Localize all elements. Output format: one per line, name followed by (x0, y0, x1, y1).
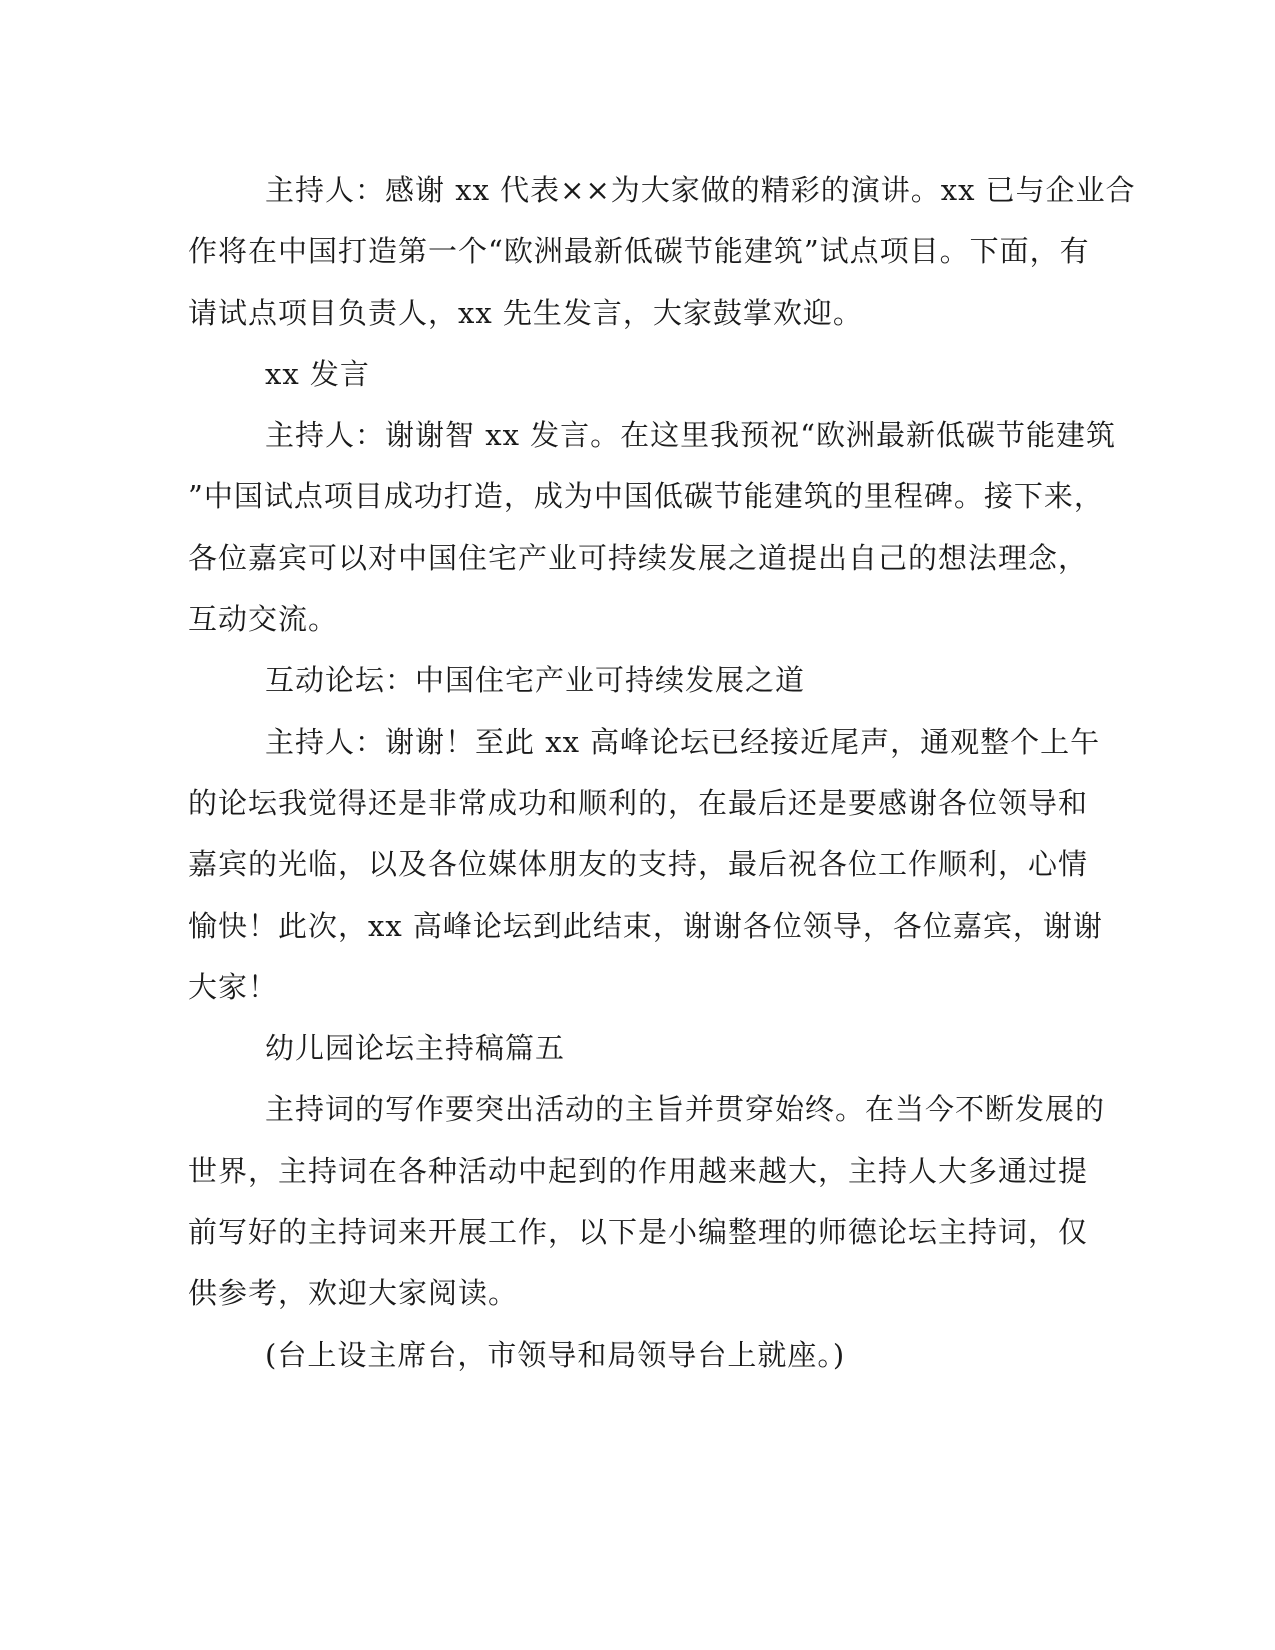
document-body (188, 160, 1136, 1386)
paragraph-line: 的论坛我觉得还是非常成功和顺利的，在最后还是要感谢各位领导和 (188, 785, 1089, 820)
section-heading: 幼儿园论坛主持稿篇五 (265, 1031, 566, 1066)
paragraph-line: 前写好的主持词来开展工作，以下是小编整理的师德论坛主持词，仅 (188, 1215, 1089, 1250)
paragraph-line: 大家！ (188, 969, 279, 1004)
paragraph-line: 愉快！此次，xx 高峰论坛到此结束，谢谢各位领导，各位嘉宾，谢谢 (188, 908, 1103, 943)
paragraph-line: 主持人：谢谢！至此 xx 高峰论坛已经接近尾声，通观整个上午 (265, 724, 1101, 759)
paragraph-line: 供参考，欢迎大家阅读。 (188, 1276, 519, 1311)
paragraph-line: xx 发言 (265, 356, 370, 391)
paragraph-line: 各位嘉宾可以对中国住宅产业可持续发展之道提出自己的想法理念， (188, 540, 1089, 575)
paragraph-line: 作将在中国打造第一个“欧洲最新低碳节能建筑”试点项目。下面，有 (188, 234, 1090, 269)
paragraph-line: ”中国试点项目成功打造，成为中国低碳节能建筑的里程碑。接下来， (188, 479, 1104, 514)
paragraph-line: 嘉宾的光临，以及各位媒体朋友的支持，最后祝各位工作顺利，心情 (188, 847, 1089, 882)
paragraph-line: 主持人：谢谢智 xx 发言。在这里我预祝“欧洲最新低碳节能建筑 (265, 418, 1116, 453)
paragraph-line: 互动论坛：中国住宅产业可持续发展之道 (265, 663, 806, 698)
paragraph-line: 世界，主持词在各种活动中起到的作用越来越大，主持人大多通过提 (188, 1153, 1089, 1188)
paragraph-line: 请试点项目负责人，xx 先生发言，大家鼓掌欢迎。 (188, 295, 863, 330)
paragraph-line: 主持词的写作要突出活动的主旨并贯穿始终。在当今不断发展的 (265, 1092, 1106, 1127)
paragraph-line: 主持人：感谢 xx 代表××为大家做的精彩的演讲。xx 已与企业合 (265, 173, 1136, 207)
paragraph-line: (台上设主席台，市领导和局领导台上就座。) (265, 1337, 846, 1372)
paragraph-line: 互动交流。 (188, 602, 339, 637)
